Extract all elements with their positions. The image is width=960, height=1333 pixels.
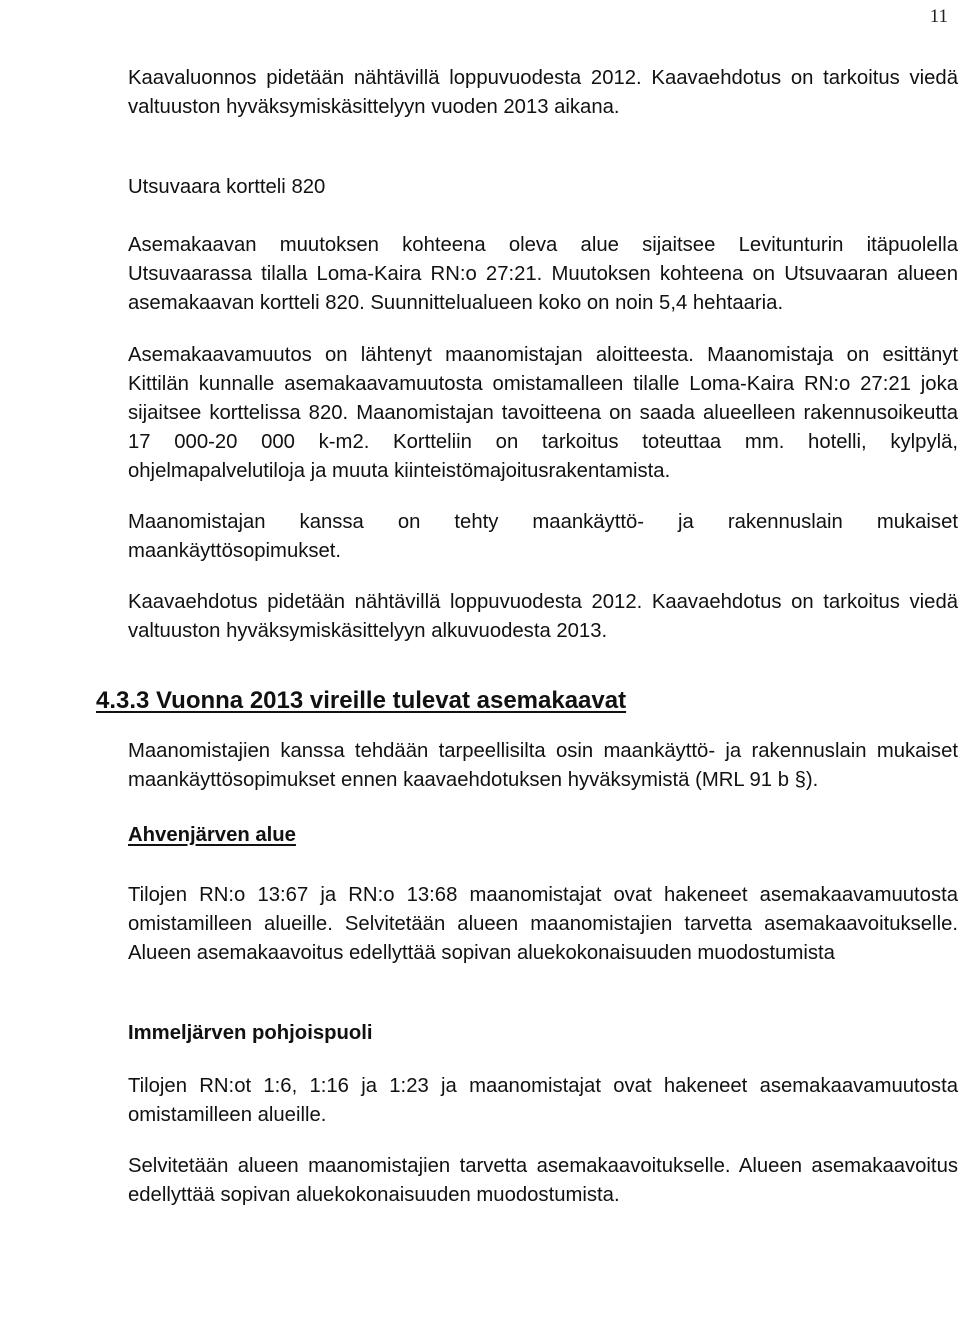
heading-utsuvaara-kortteli: Utsuvaara kortteli 820 [128, 176, 326, 198]
paragraph-land-use-agreements: Maanomistajan kanssa on tehty maankäyttö- ja rakennuslain mukaiset maankäyttösopimukset. [128, 511, 958, 562]
paragraph-immeljarvi-description: Tilojen RN:ot 1:6, 1:16 ja 1:23 ja maanomistajat ovat hakeneet asemakaavamuutosta omistamilleen alueille. [128, 1075, 958, 1126]
paragraph-landowner-initiative: Asemakaavamuutos on lähtenyt maanomistajan aloitteesta. Maanomistaja on esittänyt Kittilän kunnalle asemakaavamuutosta omistamalleen tilalle Loma-Kaira RN:o 27:21 joka sijaitsee korttelissa 820. Maanomistajan tavoitteena on saada alueelleen rakennusoikeutta 17 000-20 000 k-m2. Kortteliin on tarkoitus toteuttaa mm. hotelli, kylpylä, ohjelmapalvelutiloja ja muuta kiinteistömajoitusrakentamista. [128, 344, 958, 482]
heading-immeljarven-pohjoispuoli: Immeljärven pohjoispuoli [128, 1022, 373, 1044]
paragraph-proposal-schedule: Kaavaehdotus pidetään nähtävillä loppuvuodesta 2012. Kaavaehdotus on tarkoitus viedä valtuuston hyväksymiskäsittelyyn alkuvuodesta 2013. [128, 591, 958, 642]
heading-ahvenjarven-alue: Ahvenjärven alue [128, 824, 296, 846]
page-number: 11 [929, 6, 948, 27]
paragraph-ahvenjarvi-description: Tilojen RN:o 13:67 ja RN:o 13:68 maanomistajat ovat hakeneet asemakaavamuutosta omistamilleen alueille. Selvitetään alueen maanomistajien tarvetta asemakaavoitukselle. Alueen asemakaavoitus edellyttää sopivan aluekokonaisuuden muodostumista [128, 884, 958, 964]
paragraph-utsuvaara-description: Asemakaavan muutoksen kohteena oleva alue sijaitsee Levitunturin itäpuolella Utsuvaarassa tilalla Loma-Kaira RN:o 27:21. Muutoksen kohteena on Utsuvaaran alueen asemakaavan kortteli 820. Suunnittelualueen koko on noin 5,4 hehtaaria. [128, 234, 958, 314]
chapter-heading-4-3-3: 4.3.3 Vuonna 2013 vireille tulevat asemakaavat [96, 687, 627, 714]
paragraph-immeljarvi-needs: Selvitetään alueen maanomistajien tarvetta asemakaavoitukselle. Alueen asemakaavoitus edellyttää sopivan aluekokonaisuuden muodostumista. [128, 1155, 958, 1206]
paragraph-schedule-2012: Kaavaluonnos pidetään nähtävillä loppuvuodesta 2012. Kaavaehdotus on tarkoitus viedä valtuuston hyväksymiskäsittelyyn vuoden 2013 aikana. [128, 67, 958, 118]
document-body [96, 64, 958, 1210]
paragraph-landowner-agreements: Maanomistajien kanssa tehdään tarpeellisilta osin maankäyttö- ja rakennuslain mukaiset maankäyttösopimukset ennen kaavaehdotuksen hyväksymistä (MRL 91 b §). [128, 740, 958, 791]
